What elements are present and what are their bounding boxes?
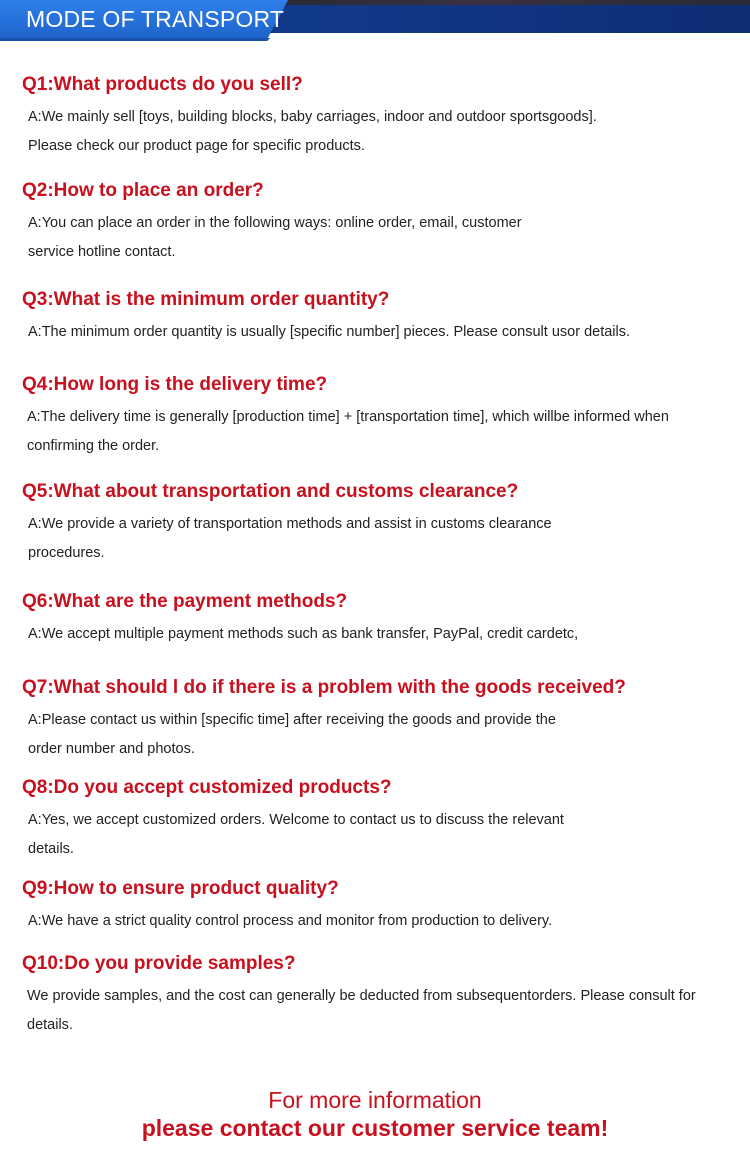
contact-callout-line-1: For more information [268,1087,482,1113]
faq-answer-6-line-1: A:We accept multiple payment methods such as bank transfer, PayPal, credit cardetc, [28,626,579,642]
faq-item-7 [22,676,722,764]
faq-answer-8 [22,806,722,864]
faq-question-2: Q2:How to place an order? [22,180,264,201]
faq-answer-5-line-1: A:We provide a variety of transportation methods and assist in customs clearance [28,516,552,532]
faq-answer-9 [22,907,722,936]
faq-question-9: Q9:How to ensure product quality? [22,878,339,899]
faq-answer-4 [22,403,722,461]
faq-answer-8-line-2: details. [28,841,74,857]
contact-callout-line-2: please contact our customer service team! [141,1115,609,1141]
faq-answer-5-line-2: procedures. [28,545,105,561]
faq-answer-1-line-1: A:We mainly sell [toys, building blocks, baby carriages, indoor and outdoor sportsgoods]. [28,109,597,125]
faq-item-10 [22,952,722,1040]
page-title: MODE OF TRANSPORT [26,6,285,32]
faq-item-8 [22,776,722,864]
faq-answer-4-line-1: A:The delivery time is generally [production time] + [transportation time], which willbe informed when [27,409,669,425]
faq-answer-1 [22,103,722,161]
faq-question-5: Q5:What about transportation and customs clearance? [22,481,519,502]
faq-question-1: Q1:What products do you sell? [22,74,303,95]
faq-answer-10-line-1: We provide samples, and the cost can generally be deducted from subsequentorders. Please consult for [27,988,696,1004]
faq-item-1 [22,73,722,161]
header-tab-edge [0,38,270,41]
faq-question-8: Q8:Do you accept customized products? [22,777,392,798]
faq-answer-1-line-2: Please check our product page for specific products. [28,138,365,154]
faq-answer-3 [22,318,722,347]
faq-answer-9-line-1: A:We have a strict quality control process and monitor from production to delivery. [28,913,553,929]
faq-question-4: Q4:How long is the delivery time? [22,374,328,395]
faq-item-9 [22,877,722,936]
faq-item-4 [22,373,722,461]
faq-answer-2-line-1: A:You can place an order in the following ways: online order, email, customer [28,215,522,231]
faq-question-10: Q10:Do you provide samples? [22,953,296,974]
faq-answer-7-line-1: A:Please contact us within [specific time] after receiving the goods and provide the [28,712,556,728]
faq-answer-10 [22,982,722,1040]
faq-question-7: Q7:What should l do if there is a problem with the goods received? [22,677,626,698]
faq-question-3: Q3:What is the minimum order quantity? [22,289,390,310]
contact-callout [0,1086,750,1142]
faq-item-6 [22,590,722,649]
faq-answer-4-line-2: confirming the order. [27,438,160,454]
faq-answer-8-line-1: A:Yes, we accept customized orders. Welcome to contact us to discuss the relevant [28,812,564,828]
faq-question-6: Q6:What are the payment methods? [22,591,348,612]
faq-answer-5 [22,510,722,568]
faq-answer-3-line-1: A:The minimum order quantity is usually [specific number] pieces. Please consult usor details. [28,324,631,340]
faq-answer-7-line-2: order number and photos. [28,741,195,757]
faq-item-2 [22,179,722,267]
faq-answer-7 [22,706,722,764]
faq-answer-10-line-2: details. [27,1017,73,1033]
faq-answer-6 [22,620,722,649]
faq-answer-2-line-2: service hotline contact. [28,244,176,260]
faq-item-3 [22,288,722,347]
faq-item-5 [22,480,722,568]
faq-answer-2 [22,209,722,267]
